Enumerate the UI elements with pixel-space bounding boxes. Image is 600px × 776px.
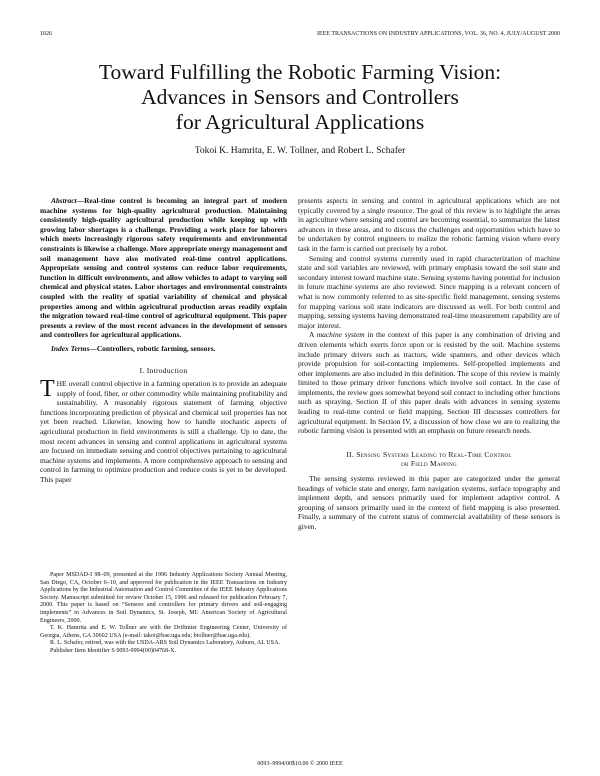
section-heading-sensing: [298, 450, 560, 460]
footnote-affiliation-1: T. K. Hamrita and E. W. Tollner are with the Driftmier Engineering Center, University of Georgia, Athens, GA 30602 USA (e-mail: takoi@bae.uga.edu; btollner@bae.uga.edu).: [40, 625, 287, 639]
right-column: [298, 196, 560, 532]
introduction-text: HE overall control objective in a farming operation is to provide an adequate supply of food, fiber, or other commodity while maintaining profitability and sustainability. A reasonably rigorous statement of farming objective functions incorporating prediction of physical and chemical soil properties has not yet been reached. Likewise, knowing how to handle stochastic aspects of agricultural production in field environments is still a challenge. Up to date, the most recent advances in sensing and control applications in agricultural systems are focused on immediate sensing and control objectives pertaining to agricultural machine systems and implements. A more comprehensive approach to sensing and control in farming to optimize production and reduce costs is yet to be developed. This paper: [40, 379, 287, 485]
section-2-heading-line-2: or Field Mapping: [401, 459, 457, 469]
footnote-affiliation-2: R. L. Schafer, retired, was with the USDA-ARS Soil Dynamics Laboratory, Auburn, AL USA.: [50, 640, 280, 647]
footnotes: [40, 572, 287, 656]
author-list: Tokoi K. Hamrita, E. W. Tollner, and Robert L. Schafer: [194, 146, 406, 156]
page-number: 1026: [40, 31, 52, 37]
index-terms: [40, 344, 287, 354]
right-paragraph-3-b: in the context of this paper is any combination of driving and driven elements which exerts force upon or is resisted by the soil. Machine systems include primary drivers such as tractors, wide spanners, and other devices which provide propulsion for soil-contacting implements. Self-propelled implements and other implements are also included in this definition. The scope of this review is mainly limited to those primary driver functions which involve soil contact. In the case of implements, the review goes somewhat beyond soil contact to including other functions such as spraying. Section II of this paper deals with advances in sensing systems leading to real-time control or field mapping. Section III discusses controllers for agricultural equipment. In Section IV, a discussion of how close we are to realizing the robotic farming vision is presented with an emphasis on future research needs.: [298, 330, 560, 436]
title-line-1: Toward Fulfilling the Robotic Farming Vision:: [98, 60, 502, 84]
right-paragraph-3: [298, 330, 560, 436]
right-paragraph-4: The sensing systems reviewed in this paper are categorized under the general headings of vehicle state and energy, farm navigation systems, surface topography and implement depth, and sensors primarily used for implement adaptive control. A grouping of sensors primarily used in the context of field mapping is also presented. Finally, a summary of the current status of commercial availability of these sensors is given.: [298, 474, 560, 531]
footnote-publisher-id: Publisher Item Identifier S 0093-9994(00)04768-X.: [50, 647, 177, 654]
index-terms-label: Index Terms: [51, 343, 90, 353]
right-paragraph-1: presents aspects in sensing and control in agricultural applications which are not typically covered by a single resource. The goal of this review is to highlight the areas in agriculture where sensing and control are becoming essential, to summarize the latest advances in these areas, and to discuss the challenges and opportunities which have to be undertaken by control engineers to realize the robotic farming vision where every task in the farm is carried out precisely by a robot.: [298, 196, 560, 253]
copyright-footer: 0093–9994/00$10.00 © 2000 IEEE: [257, 761, 343, 767]
section-heading-sensing-2: [298, 459, 560, 469]
journal-header: IEEE TRANSACTIONS ON INDUSTRY APPLICATIONS, VOL. 36, NO. 4, JULY/AUGUST 2000: [316, 31, 560, 37]
left-column: [40, 196, 287, 485]
section-heading-introduction: I. Introduction: [139, 365, 188, 375]
section-2-heading-line-1: II. Sensing Systems Leading to Real-Time Control: [346, 449, 512, 459]
introduction-paragraph: [40, 376, 287, 485]
index-terms-text: —Controllers, robotic farming, sensors.: [89, 343, 216, 353]
machine-system-term: machine system: [316, 330, 365, 340]
abstract-text: —Real-time control is becoming an integral part of modern machine systems for high-quality agricultural production. Maintaining consistently high-quality agricultural production while keeping up with growing labor shortages is a challenge. Providing a work place for laborers which meets increasingly rigorous safety requirements and environmental constraints is likewise a challenge. More appropriate energy management and soil management have also motivated real-time control applications. Appropriate sensing and control systems can reduce labor requirements, function in difficult environments, and allow vehicles to adapt to varying soil chemical and physical states. Labor shortages and environmental constraints coupled with the reality of spatial variability of chemical and physical properties among and within agricultural production areas readily explain the migration toward real-time control of agricultural equipment. This paper presents a review of the most recent advances in the development of sensors and controllers for agricultural applications.: [40, 196, 287, 340]
title-line-3: for Agricultural Applications: [175, 110, 425, 134]
abstract-label: Abstract: [51, 196, 77, 205]
drop-cap: T: [40, 376, 55, 403]
right-paragraph-3-a: A: [309, 330, 317, 340]
title-line-2: Advances in Sensors and Controllers: [141, 85, 459, 109]
footnote-submission: Paper MSDAD-I 98–09, presented at the 1996 Industry Applications Society Annual Meeting, San Diego, CA, October 6–10, and approved for publication in the IEEE Transactions on Industry Applications by the Industrial Automation and Control Committee of the IEEE Industry Applications Society. Manuscript submitted for review October 15, 1996 and released for publication February 7, 2000. This paper is based on “Sensors and controllers for primary drivers and soil-engaging implements” in Advances in Soil Dynamics, St. Joseph, MI: American Society of Agricultural Engineers, 2000.: [40, 572, 287, 624]
paper-title: [40, 60, 560, 135]
abstract: [40, 196, 287, 340]
right-paragraph-2: Sensing and control systems currently used in rapid characterization of machine state and soil variables are reviewed, with primary emphasis toward the soil state and secondary interest toward machine state. Sensing systems having potential for inclusion in future machine systems are also reviewed. Since mapping is a relevant concern of what is now commonly referred to as site-specific field management, sensing systems for mapping various soil state indicators are discussed as well. For both control and mapping, sensing systems having demonstrated real-time measurement capability are of major interest.: [298, 253, 560, 330]
